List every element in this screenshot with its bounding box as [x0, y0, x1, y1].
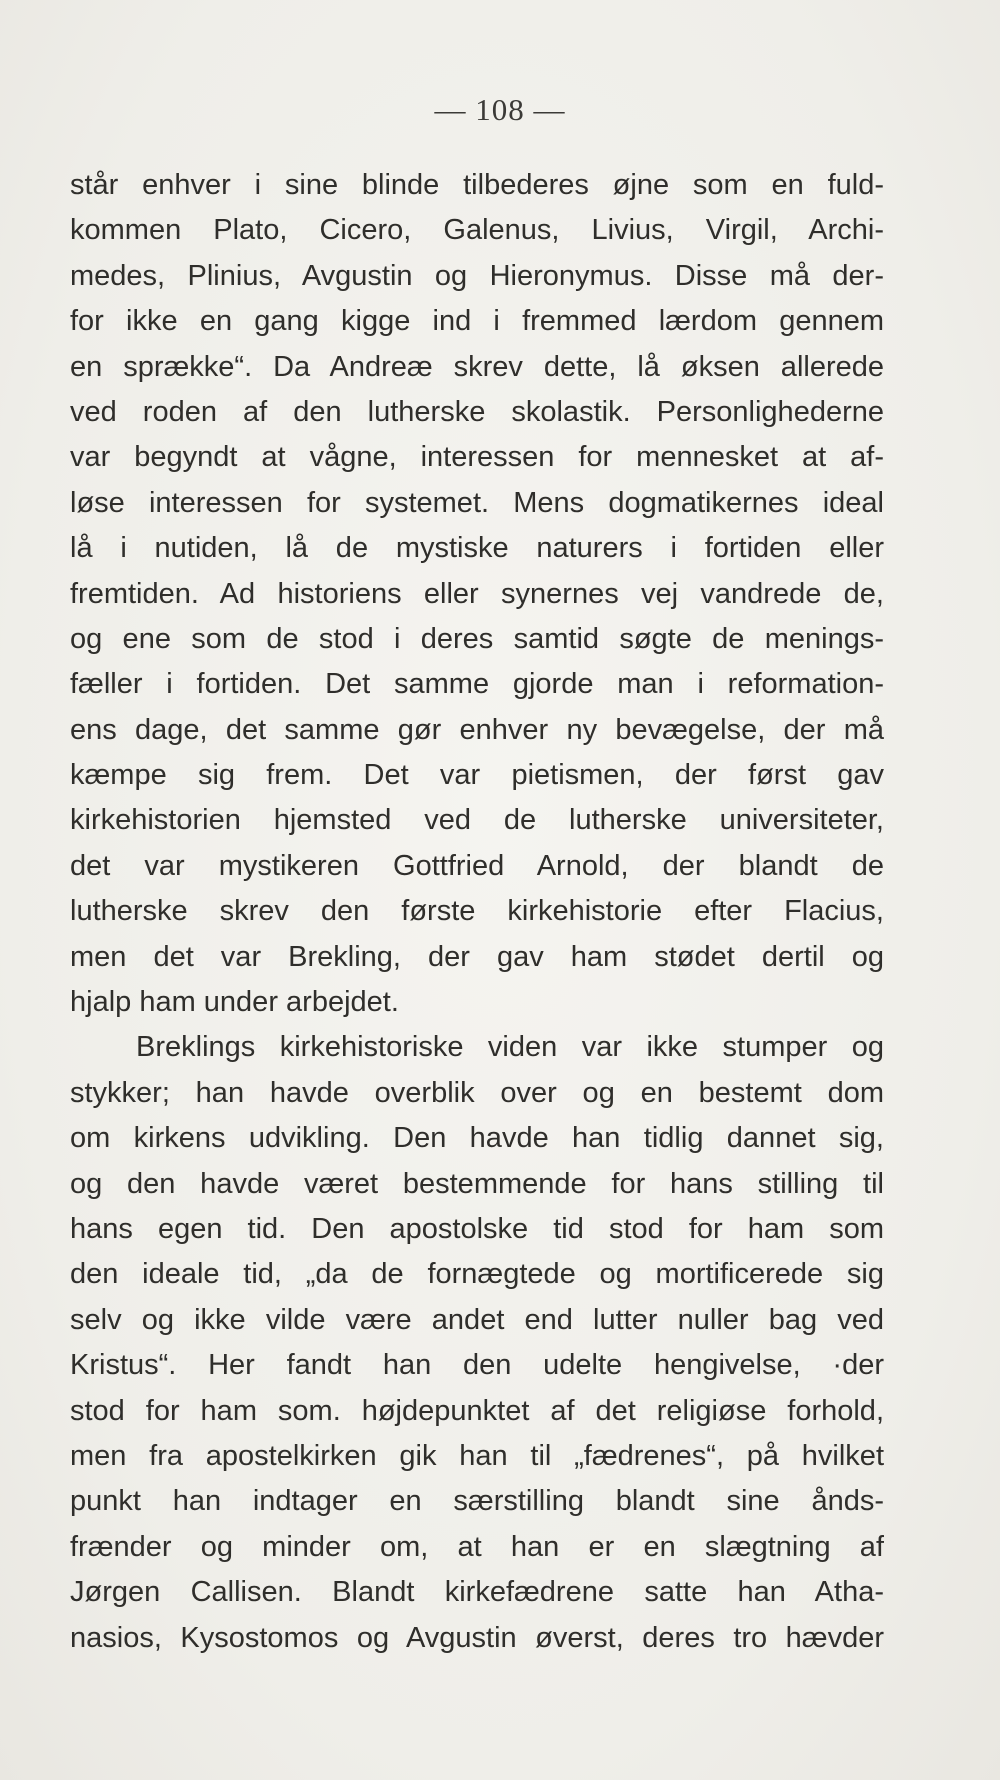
text-line: kommen Plato, Cicero, Galenus, Livius, Virgil, Archi-	[70, 214, 884, 247]
text-line: står enhver i sine blinde tilbederes øjne som en fuld-	[70, 169, 884, 201]
text-line: lå i nutiden, lå de mystiske naturers i fortiden eller	[70, 532, 884, 565]
text-line: hans egen tid. Den apostolske tid stod for ham som	[70, 1212, 884, 1245]
text-line: fæller i fortiden. Det samme gjorde man i reformation-	[70, 668, 884, 701]
text-line: hjalp ham under arbejdet.	[70, 986, 399, 1019]
text-line: stykker; han havde overblik over og en bestemt dom	[70, 1076, 884, 1109]
text-line: medes, Plinius, Avgustin og Hieronymus. Disse må der-	[70, 259, 884, 292]
page-number: — 108 —	[434, 92, 566, 127]
text-line: og den havde været bestemmende for hans stilling til	[70, 1167, 884, 1200]
text-line: men fra apostelkirken gik han til „fædrenes“, på hvilket	[70, 1439, 884, 1472]
text-line: var begyndt at vågne, interessen for mennesket at af-	[70, 441, 884, 474]
text-line: fremtiden. Ad historiens eller synernes vej vandrede de,	[70, 577, 884, 610]
text-line: en sprække“. Da Andreæ skrev dette, lå øksen allerede	[70, 350, 884, 383]
text-line: Breklings kirkehistoriske viden var ikke stumper og	[136, 1031, 884, 1064]
text-line: og ene som de stod i deres samtid søgte de menings-	[70, 622, 884, 655]
text-line: kæmpe sig frem. Det var pietismen, der først gav	[70, 759, 884, 792]
text-line: stod for ham som. højdepunktet af det religiøse forhold,	[70, 1394, 884, 1427]
text-line: lutherske skrev den første kirkehistorie efter Flacius,	[70, 895, 884, 928]
paragraph	[70, 163, 884, 1025]
text-line: frænder og minder om, at han er en slægtning af	[70, 1530, 884, 1563]
text-line: Jørgen Callisen. Blandt kirkefædrene satte han Atha-	[70, 1576, 884, 1609]
text-line: punkt han indtager en særstilling blandt sine ånds-	[70, 1485, 884, 1518]
text-line: for ikke en gang kigge ind i fremmed lærdom gennem	[70, 305, 884, 338]
paragraph	[70, 1025, 884, 1660]
text-line: kirkehistorien hjemsted ved de lutherske universiteter,	[70, 804, 884, 837]
body-text	[70, 163, 884, 1661]
text-line: om kirkens udvikling. Den havde han tidlig dannet sig,	[70, 1122, 884, 1155]
text-line: selv og ikke vilde være andet end lutter nuller bag ved	[70, 1303, 884, 1336]
text-line: Kristus“. Her fandt han den udelte hengivelse, ·der	[70, 1349, 884, 1382]
text-line: men det var Brekling, der gav ham stødet dertil og	[70, 940, 884, 973]
text-line: den ideale tid, „da de fornægtede og mortificerede sig	[70, 1258, 884, 1291]
text-line: nasios, Kysostomos og Avgustin øverst, deres tro hævder	[70, 1621, 884, 1654]
text-line: ens dage, det samme gør enhver ny bevægelse, der må	[70, 713, 884, 746]
text-line: løse interessen for systemet. Mens dogmatikernes ideal	[70, 486, 884, 519]
text-line: det var mystikeren Gottfried Arnold, der blandt de	[70, 849, 884, 882]
text-line: ved roden af den lutherske skolastik. Personlighederne	[70, 395, 884, 428]
